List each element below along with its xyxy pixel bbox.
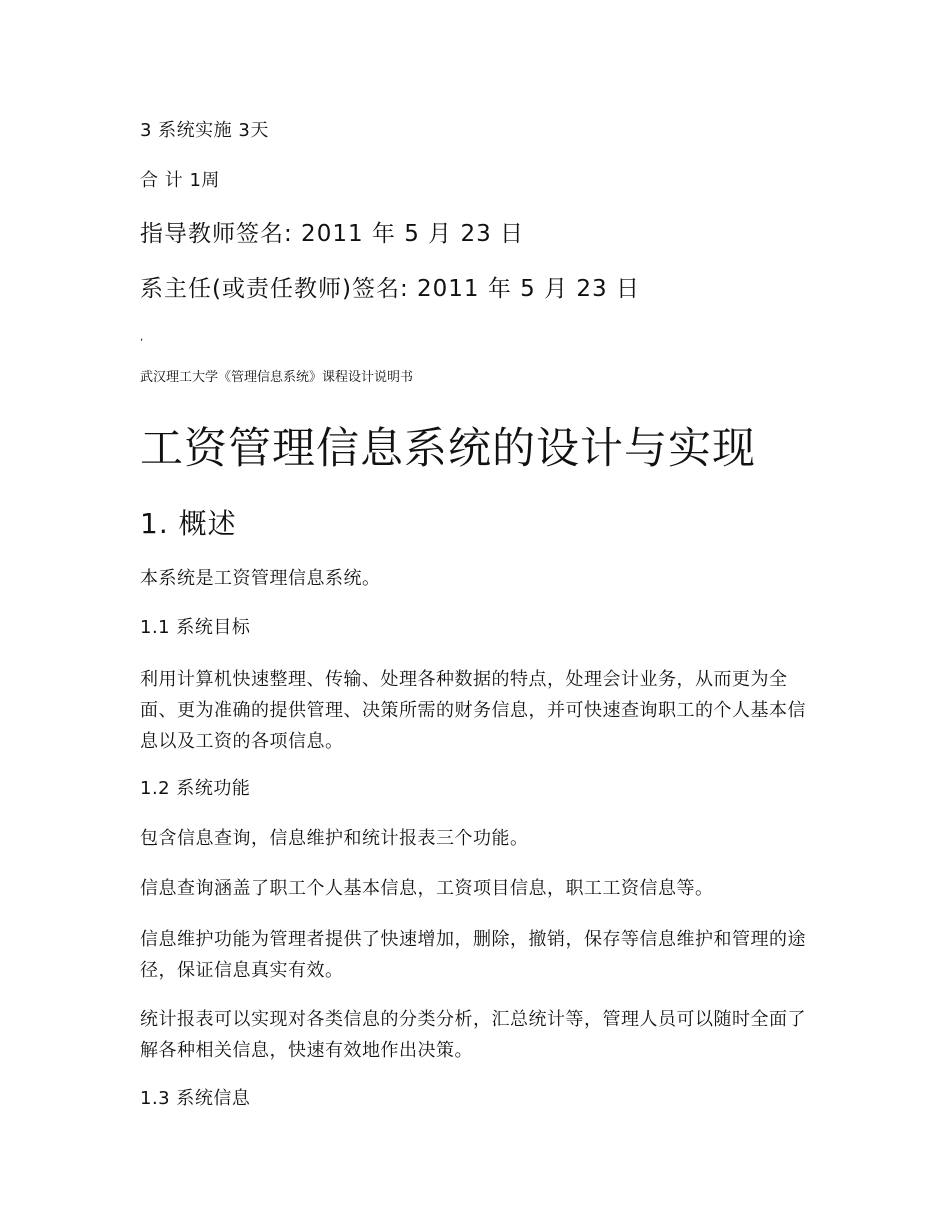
info-heading: 1.3 系统信息 bbox=[140, 1088, 251, 1109]
instructor-signature: 指导教师签名: 2011 年 5 月 23 日 bbox=[140, 221, 525, 247]
goal-text: 利用计算机快速整理、传输、处理各种数据的特点，处理会计业务，从而更为全面、更为准确的提供管理、决策所需的财务信息，并可快速查询职工的个人基本信息以及工资的各项信息。 bbox=[140, 669, 806, 752]
document-title: 工资管理信息系统的设计与实现 bbox=[140, 424, 756, 474]
running-header: 武汉理工大学《管理信息系统》课程设计说明书 bbox=[140, 370, 414, 385]
function-heading: 1.2 系统功能 bbox=[140, 778, 251, 799]
goal-heading: 1.1 系统目标 bbox=[140, 617, 251, 638]
schedule-implementation: 3 系统实施 3天 bbox=[140, 120, 269, 141]
function-text-1: 包含信息查询，信息维护和统计报表三个功能。 bbox=[140, 828, 529, 849]
function-text-2: 信息查询涵盖了职工个人基本信息，工资项目信息，职工工资信息等。 bbox=[140, 878, 714, 899]
schedule-total: 合 计 1周 bbox=[140, 170, 220, 191]
function-text-3: 信息维护功能为管理者提供了快速增加，删除，撤销，保存等信息维护和管理的途径，保证信息真实有效。 bbox=[140, 929, 806, 981]
director-signature: 系主任(或责任教师)签名: 2011 年 5 月 23 日 bbox=[140, 276, 640, 302]
stray-mark: , bbox=[140, 332, 144, 343]
overview-text: 本系统是工资管理信息系统。 bbox=[140, 568, 381, 589]
overview-heading: 1. 概述 bbox=[140, 507, 237, 540]
function-text-4: 统计报表可以实现对各类信息的分类分析，汇总统计等，管理人员可以随时全面了解各种相关信息，快速有效地作出决策。 bbox=[140, 1009, 806, 1061]
